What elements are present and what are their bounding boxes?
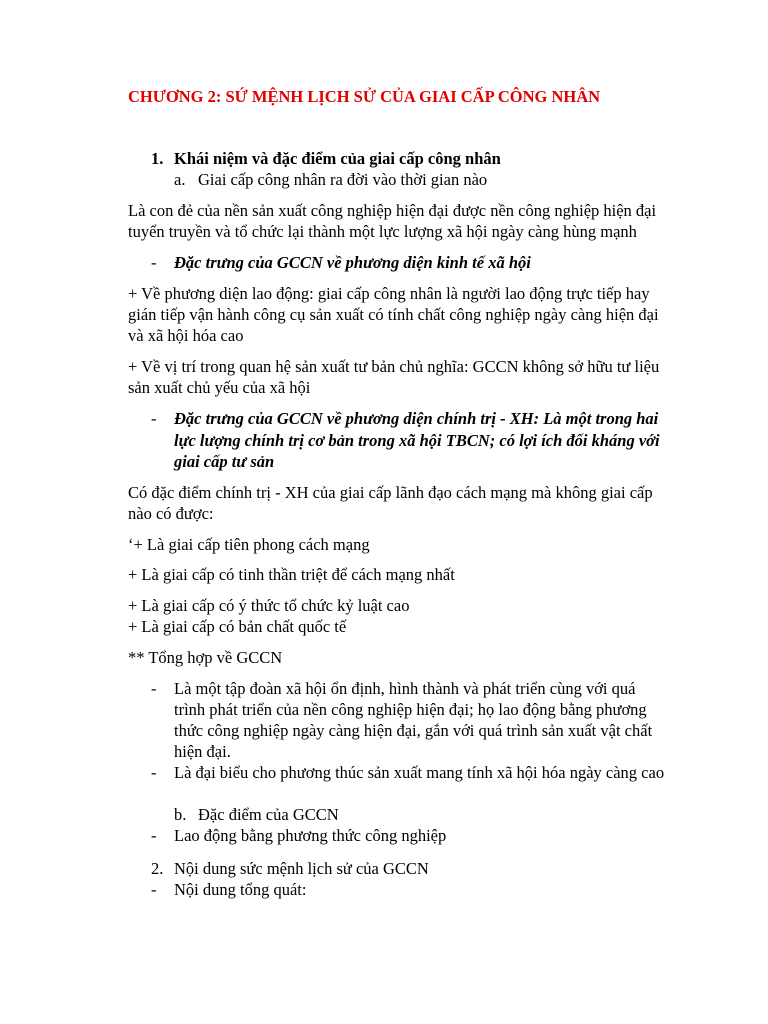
- bullet-econ-heading: Đặc trưng của GCCN về phương diện kinh tế xã hội: [174, 253, 531, 272]
- bullet-politics-line: giai cấp tư sản: [174, 452, 275, 471]
- section-2-heading: Nội dung sức mệnh lịch sử của GCCN: [174, 859, 429, 878]
- summary-bullet-2: Là đại biểu cho phương thúc sản xuất mang tính xã hội hóa ngày càng cao: [174, 763, 665, 782]
- summary-bullet-line: Là một tập đoàn xã hội ổn định, hình thành và phát triển cùng với quá: [174, 679, 636, 698]
- plus-item: + Là giai cấp có tinh thần triệt để cách mạng nhất: [128, 565, 455, 584]
- summary-bullet-line: trình phát triển của nền công nghiệp hiện đại; họ lao động bằng phương: [174, 700, 647, 719]
- bullet-dash: -: [151, 253, 157, 272]
- paragraph-line: tuyển truyền và tổ chức lại thành một lực lượng xã hội ngày càng hùng mạnh: [128, 222, 637, 241]
- subsection-a-letter: a.: [174, 170, 186, 189]
- subsection-b-letter: b.: [174, 805, 187, 824]
- section-1-heading: Khái niệm và đặc điểm của giai cấp công nhân: [174, 149, 501, 168]
- subsection-b-text: Đặc điểm của GCCN: [198, 805, 339, 824]
- paragraph-line: và xã hội hóa cao: [128, 326, 244, 345]
- paragraph-line: gián tiếp vận hành công cụ sản xuất có tính chất công nghiệp ngày càng hiện đại: [128, 305, 659, 324]
- bullet-dash: -: [151, 763, 157, 782]
- bullet-dash: -: [151, 679, 157, 698]
- paragraph-line: + Về vị trí trong quan hệ sản xuất tư bản chủ nghĩa: GCCN không sở hữu tư liệu: [128, 357, 660, 376]
- paragraph-line: sản xuất chủ yếu của xã hội: [128, 378, 311, 397]
- section-1-number: 1.: [151, 149, 164, 168]
- plus-item: + Là giai cấp có bản chất quốc tế: [128, 617, 347, 636]
- subsection-a-text: Giai cấp công nhân ra đời vào thời gian nào: [198, 170, 488, 189]
- paragraph-line: nào có được:: [128, 504, 214, 523]
- bullet-dash: -: [151, 826, 157, 845]
- summary-bullet-line: hiện đại.: [174, 742, 231, 761]
- bullet-dash: -: [151, 880, 157, 899]
- bullet-labor: Lao động bằng phương thức công nghiệp: [174, 826, 447, 845]
- plus-item: ‘+ Là giai cấp tiên phong cách mạng: [128, 535, 370, 554]
- paragraph-line: + Về phương diện lao động: giai cấp công nhân là người lao động trực tiếp hay: [128, 284, 650, 303]
- section-2-number: 2.: [151, 859, 164, 878]
- paragraph-line: Có đặc điểm chính trị - XH của giai cấp lãnh đạo cách mạng mà không giai cấp: [128, 483, 653, 502]
- paragraph-line: Là con đẻ của nền sản xuất công nghiệp hiện đại được nền công nghiệp hiện đại: [128, 201, 657, 220]
- bullet-dash: -: [151, 409, 157, 428]
- plus-item: + Là giai cấp có ý thức tổ chức kỷ luật cao: [128, 596, 410, 615]
- chapter-title: CHƯƠNG 2: SỨ MỆNH LỊCH SỬ CỦA GIAI CẤP CÔNG NHÂN: [128, 87, 601, 106]
- bullet-politics-line: Đặc trưng của GCCN về phương diện chính trị - XH: Là một trong hai: [174, 409, 659, 428]
- summary-heading: ** Tổng hợp về GCCN: [128, 648, 283, 667]
- bullet-content: Nội dung tổng quát:: [174, 880, 307, 899]
- summary-bullet-line: thức công nghiệp ngày càng hiện đại, gắn với quá trình sản xuất vật chất: [174, 721, 653, 740]
- bullet-politics-line: lực lượng chính trị cơ bản trong xã hội TBCN; có lợi ích đối kháng với: [174, 431, 660, 450]
